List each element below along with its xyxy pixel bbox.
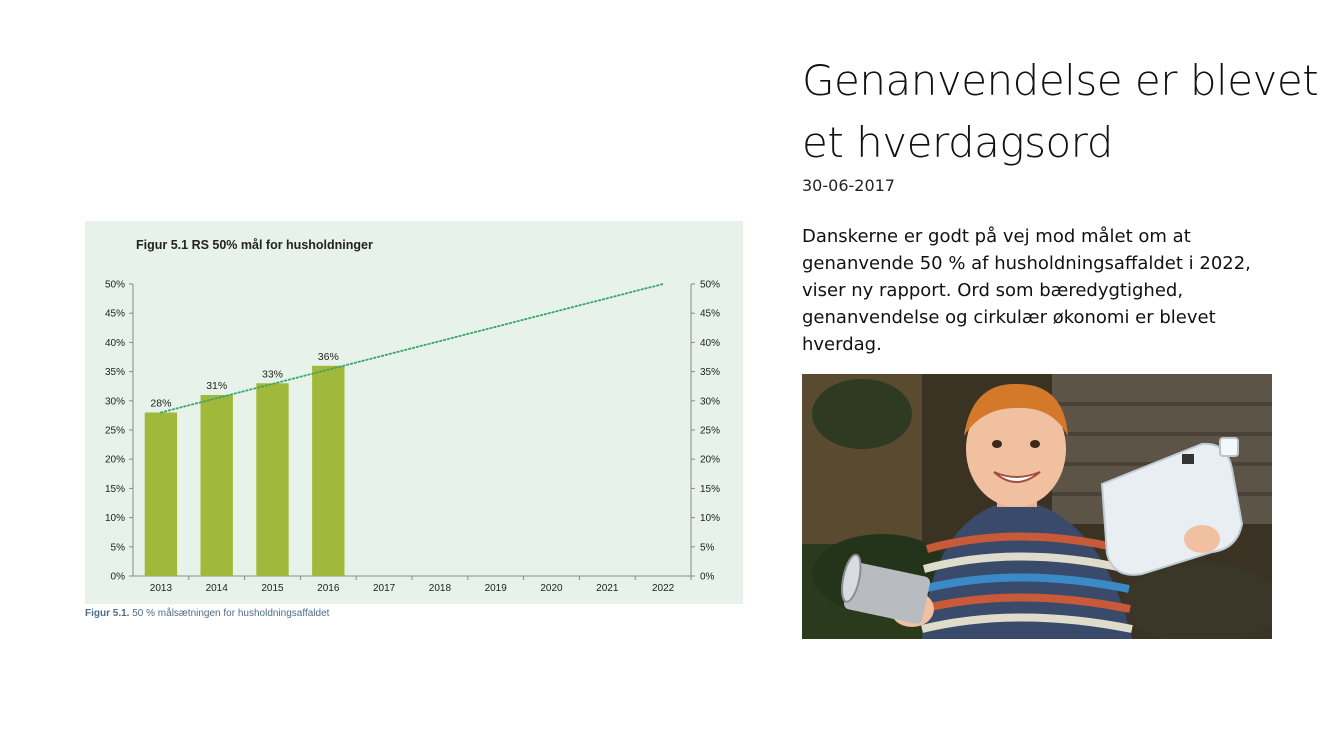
x-tick-label: 2017 (372, 583, 396, 594)
y-tick-label-left: 5% (110, 542, 125, 554)
y-tick-label-left: 30% (104, 396, 125, 408)
caption-text: 50 % målsætningen for husholdningsaffaldet (132, 608, 330, 619)
y-tick-label-right: 20% (700, 454, 721, 466)
y-tick-label-right: 15% (700, 483, 721, 495)
chart-panel (85, 221, 743, 604)
y-tick-label-left: 25% (104, 425, 125, 437)
y-tick-label-right: 30% (700, 396, 721, 408)
y-tick-label-right: 50% (700, 279, 721, 291)
y-tick-label-right: 0% (700, 571, 715, 583)
y-tick-label-right: 35% (700, 367, 721, 379)
y-tick-label-right: 40% (700, 337, 721, 349)
x-tick-label: 2019 (484, 583, 507, 594)
photo-boy-recycling (802, 374, 1272, 639)
bar (312, 366, 344, 576)
y-tick-label-right: 45% (700, 308, 721, 320)
y-tick-label-left: 0% (110, 571, 125, 583)
data-label: 36% (317, 350, 339, 363)
figure-caption (85, 608, 329, 619)
y-tick-label-right: 5% (700, 542, 715, 554)
y-tick-label-left: 50% (104, 279, 125, 291)
y-tick-label-left: 35% (104, 367, 125, 379)
bar (201, 395, 233, 576)
article-date: 30-06-2017 (802, 176, 895, 195)
y-tick-label-left: 15% (104, 483, 125, 495)
x-tick-label: 2020 (540, 583, 563, 594)
x-tick-label: 2022 (651, 583, 675, 594)
y-tick-label-right: 25% (700, 425, 721, 437)
y-tick-label-left: 45% (104, 308, 125, 320)
target-trend-line (161, 284, 663, 412)
bar (256, 383, 288, 576)
caption-prefix: Figur 5.1. (85, 608, 130, 619)
data-label: 31% (206, 379, 228, 392)
x-tick-label: 2016 (317, 583, 340, 594)
bar (145, 412, 177, 576)
y-tick-label-left: 10% (104, 513, 125, 525)
article-photo (802, 374, 1272, 639)
bar-chart (85, 221, 743, 604)
x-tick-label: 2014 (205, 583, 228, 594)
x-tick-label: 2015 (261, 583, 284, 594)
y-tick-label-left: 20% (104, 454, 125, 466)
data-label: 33% (261, 368, 284, 381)
x-tick-label: 2018 (428, 583, 452, 594)
y-tick-label-left: 40% (104, 337, 125, 349)
chart-title: Figur 5.1 RS 50% mål for husholdninger (136, 238, 373, 252)
article-headline: Genanvendelse er blevet et hverdagsord (802, 56, 1319, 167)
y-tick-label-right: 10% (700, 513, 721, 525)
x-tick-label: 2013 (149, 583, 173, 594)
article-lead: Danskerne er godt på vej mod målet om at genanvende 50 % af husholdningsaffaldet i 2022, viser ny rapport. Ord som bæredygtighed, genanvendelse og cirkulær økonomi er blevet hverdag. (802, 226, 1251, 355)
x-tick-label: 2021 (596, 583, 619, 594)
data-label: 28% (150, 397, 172, 410)
